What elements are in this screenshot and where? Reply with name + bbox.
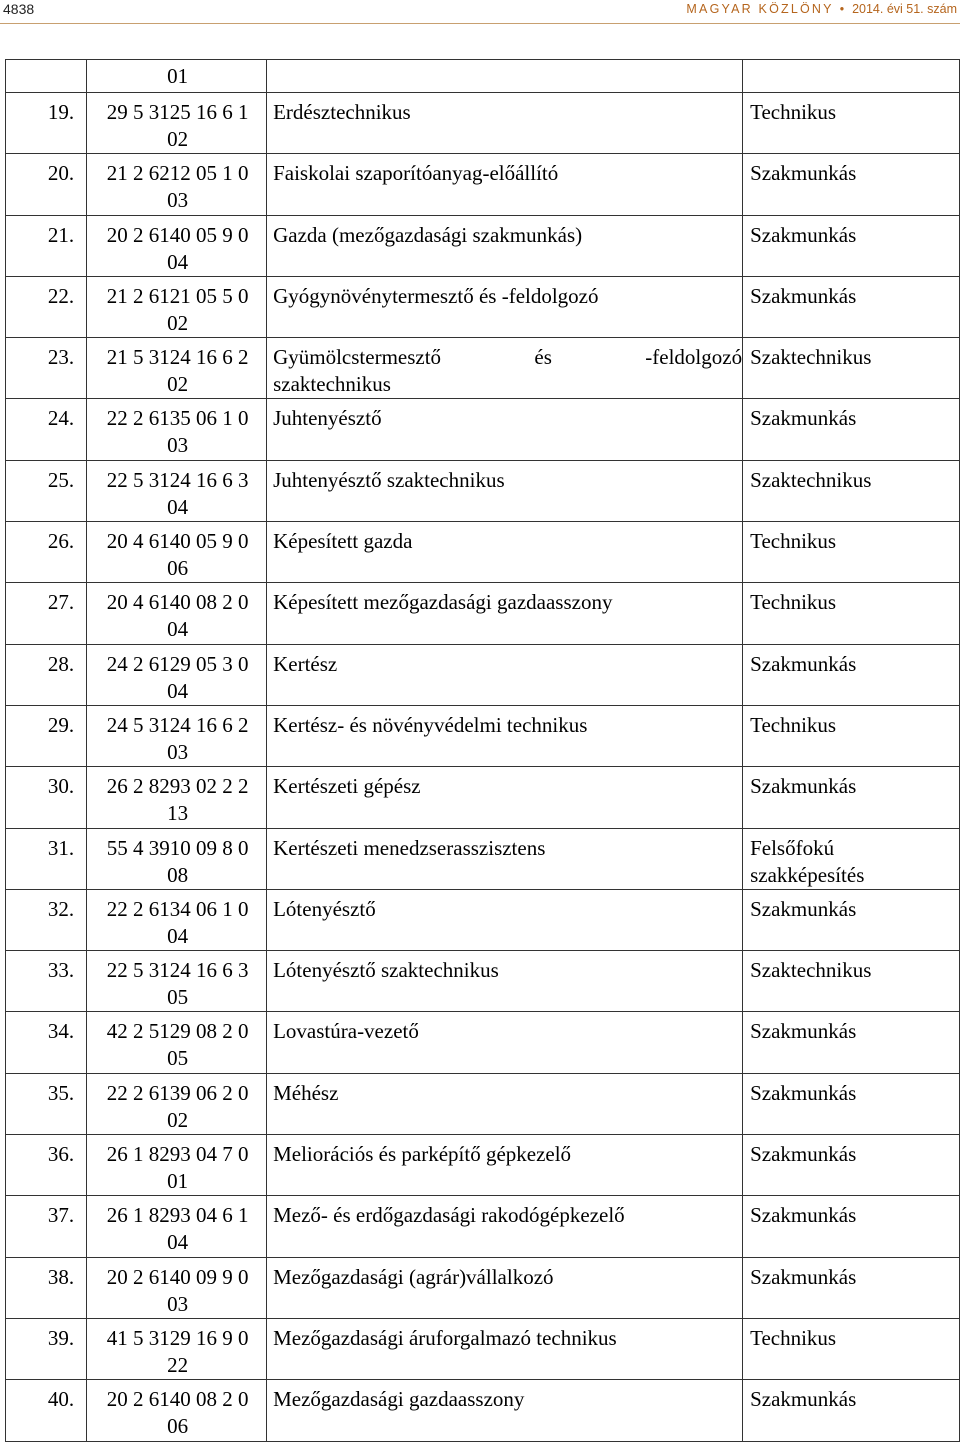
code-continuation: 04 xyxy=(167,617,189,642)
code-cell xyxy=(87,889,267,950)
qualification-code: 26 1 8293 04 6 1 xyxy=(106,1203,249,1228)
code-cell xyxy=(87,338,267,399)
qualification-name-cont: szaktechnikus xyxy=(273,372,391,397)
qualification-name: Kertész xyxy=(273,651,338,676)
qualification-code: 21 5 3124 16 6 2 xyxy=(106,345,249,370)
journal-title: MAGYAR KÖZLÖNY xyxy=(686,2,834,16)
code-continuation: 22 xyxy=(167,1352,189,1377)
qualification-code: 21 2 6212 05 1 0 xyxy=(106,161,249,186)
code-continuation: 01 xyxy=(167,64,189,88)
code-cell xyxy=(87,1380,267,1441)
code-continuation: 04 xyxy=(167,678,189,703)
qualification-code: 20 2 6140 05 9 0 xyxy=(106,222,249,247)
name-cell xyxy=(267,1380,743,1441)
qualification-name: Gazda (mezőgazdasági szakmunkás) xyxy=(273,222,583,247)
code-continuation: 03 xyxy=(167,739,189,764)
name-cell xyxy=(267,1196,743,1257)
qualification-name: Mezőgazdasági áruforgalmazó technikus xyxy=(273,1325,617,1350)
code-continuation: 06 xyxy=(167,556,189,581)
qualification-type: Szaktechnikus xyxy=(750,958,872,983)
qualification-code: 55 4 3910 09 8 0 xyxy=(106,835,249,860)
row-number: 19. xyxy=(6,93,87,154)
header-rule xyxy=(0,23,960,24)
code-continuation: 06 xyxy=(167,1414,189,1439)
code-cell xyxy=(87,1257,267,1318)
qualification-name: Faiskolai szaporítóanyag-előállító xyxy=(273,161,559,186)
qualification-name: Mező- és erdőgazdasági rakodógépkezelő xyxy=(273,1203,625,1228)
row-number: 37. xyxy=(6,1196,87,1257)
code-continuation: 03 xyxy=(167,1291,189,1316)
name-cell xyxy=(267,1135,743,1196)
table-row xyxy=(6,889,960,950)
name-cell xyxy=(267,1318,743,1379)
table-row xyxy=(6,1257,960,1318)
qualification-code: 20 4 6140 05 9 0 xyxy=(106,529,249,554)
name-cell xyxy=(267,828,743,889)
table-row xyxy=(6,705,960,766)
code-continuation: 02 xyxy=(167,310,189,335)
code-continuation: 03 xyxy=(167,188,189,213)
code-continuation: 13 xyxy=(167,801,189,826)
page-number: 4838 xyxy=(3,1,35,17)
name-cell xyxy=(267,276,743,337)
type-cell xyxy=(743,1318,960,1379)
code-cell xyxy=(87,154,267,215)
name-cell xyxy=(267,399,743,460)
name-cell xyxy=(267,522,743,583)
code-continuation: 01 xyxy=(167,1169,189,1194)
qualification-type: Szaktechnikus xyxy=(750,467,872,492)
qualification-code: 22 2 6135 06 1 0 xyxy=(106,406,249,431)
table-row xyxy=(6,522,960,583)
code-cell xyxy=(87,1196,267,1257)
row-number: 20. xyxy=(6,154,87,215)
qualification-code: 22 2 6134 06 1 0 xyxy=(106,896,249,921)
qualification-name: Kertész- és növényvédelmi technikus xyxy=(273,712,588,737)
table-row xyxy=(6,1380,960,1441)
type-cell xyxy=(743,460,960,521)
qualification-type: Felsőfokú xyxy=(750,835,835,860)
row-number: 29. xyxy=(6,705,87,766)
qualification-code: 41 5 3129 16 9 0 xyxy=(106,1325,249,1350)
row-number: 40. xyxy=(6,1380,87,1441)
name-cell xyxy=(267,215,743,276)
name-cell xyxy=(267,644,743,705)
qualification-name: Mezőgazdasági gazdaasszony xyxy=(273,1387,525,1412)
type-cell xyxy=(743,828,960,889)
type-cell xyxy=(743,522,960,583)
type-cell xyxy=(743,154,960,215)
type-cell xyxy=(743,951,960,1012)
code-cell xyxy=(87,93,267,154)
qualification-name: Juhtenyésztő xyxy=(273,406,382,431)
qualification-code: 22 5 3124 16 6 3 xyxy=(106,467,249,492)
qualification-code: 22 2 6139 06 2 0 xyxy=(106,1080,249,1105)
table-row xyxy=(6,1196,960,1257)
code-continuation: 08 xyxy=(167,862,189,887)
code-cell xyxy=(87,644,267,705)
name-word: és xyxy=(534,345,552,370)
row-number: 32. xyxy=(6,889,87,950)
name-cell xyxy=(267,951,743,1012)
name-cell xyxy=(267,460,743,521)
qualification-type: Szakmunkás xyxy=(750,774,857,799)
table-row xyxy=(6,767,960,828)
table-row xyxy=(6,583,960,644)
row-number: 26. xyxy=(6,522,87,583)
code-cell xyxy=(87,951,267,1012)
type-cell xyxy=(743,767,960,828)
name-cell xyxy=(267,767,743,828)
table-row xyxy=(6,276,960,337)
code-cell xyxy=(87,1012,267,1073)
type-cell xyxy=(743,644,960,705)
qualification-name: Erdésztechnikus xyxy=(273,100,411,124)
table-row xyxy=(6,93,960,154)
row-number: 36. xyxy=(6,1135,87,1196)
qualification-type: Szakmunkás xyxy=(750,1264,857,1289)
qualification-type: Szakmunkás xyxy=(750,1142,857,1167)
row-number: 21. xyxy=(6,215,87,276)
row-number: 22. xyxy=(6,276,87,337)
code-continuation: 05 xyxy=(167,985,189,1010)
qualification-type: Szakmunkás xyxy=(750,283,857,308)
name-cell xyxy=(267,583,743,644)
type-cell xyxy=(743,705,960,766)
row-number: 34. xyxy=(6,1012,87,1073)
qualification-code: 26 2 8293 02 2 2 xyxy=(106,774,249,799)
code-cell xyxy=(87,1135,267,1196)
name-cell xyxy=(267,889,743,950)
qualification-name: Méhész xyxy=(273,1080,339,1105)
code-cell xyxy=(87,276,267,337)
code-cell xyxy=(87,583,267,644)
row-number: 24. xyxy=(6,399,87,460)
qualification-type: Szakmunkás xyxy=(750,1387,857,1412)
qualification-name: Mezőgazdasági (agrár)vállalkozó xyxy=(273,1264,554,1289)
type-cell xyxy=(743,276,960,337)
table-row xyxy=(6,399,960,460)
name-cell xyxy=(267,338,743,399)
table-row xyxy=(6,1012,960,1073)
row-number: 38. xyxy=(6,1257,87,1318)
type-cell xyxy=(743,583,960,644)
name-cell xyxy=(267,93,743,154)
qualification-code: 42 2 5129 08 2 0 xyxy=(106,1019,249,1044)
qualification-name: Képesített mezőgazdasági gazdaasszony xyxy=(273,590,613,615)
qualification-name: Juhtenyésztő szaktechnikus xyxy=(273,467,505,492)
type-cell xyxy=(743,1196,960,1257)
qualification-name: Gyógynövénytermesztő és -feldolgozó xyxy=(273,283,599,308)
qualification-type: Technikus xyxy=(750,590,837,615)
qualification-name: Kertészeti menedzserasszisztens xyxy=(273,835,546,860)
code-cell xyxy=(87,522,267,583)
qualification-code: 26 1 8293 04 7 0 xyxy=(106,1142,249,1167)
table-row xyxy=(6,215,960,276)
qualification-code: 29 5 3125 16 6 1 xyxy=(106,100,249,124)
code-cell xyxy=(87,460,267,521)
code-cell xyxy=(87,399,267,460)
code-continuation: 03 xyxy=(167,433,189,458)
table-row xyxy=(6,154,960,215)
name-cell xyxy=(267,1012,743,1073)
journal-title-line xyxy=(686,2,957,16)
qualification-type: Szakmunkás xyxy=(750,651,857,676)
type-cell xyxy=(743,1073,960,1134)
row-number: 28. xyxy=(6,644,87,705)
type-cell xyxy=(743,1012,960,1073)
code-continuation: 05 xyxy=(167,1046,189,1071)
code-cell xyxy=(87,767,267,828)
code-continuation: 04 xyxy=(167,494,189,519)
code-cell xyxy=(87,215,267,276)
qualification-code: 20 2 6140 09 9 0 xyxy=(106,1264,249,1289)
code-continuation: 04 xyxy=(167,249,189,274)
qualification-type-cont: szakképesítés xyxy=(750,862,865,887)
name-justified xyxy=(273,344,742,371)
row-number: 35. xyxy=(6,1073,87,1134)
name-word: Gyümölcstermesztő xyxy=(273,345,442,370)
table-row xyxy=(6,1318,960,1379)
type-cell xyxy=(743,1380,960,1441)
table-row xyxy=(6,644,960,705)
code-continuation: 02 xyxy=(167,372,189,397)
qualification-code: 24 2 6129 05 3 0 xyxy=(106,651,249,676)
qualification-code: 22 5 3124 16 6 3 xyxy=(106,958,249,983)
code-continuation: 02 xyxy=(167,127,189,151)
type-cell xyxy=(743,399,960,460)
table-row xyxy=(6,338,960,399)
row-number: 23. xyxy=(6,338,87,399)
table-row xyxy=(6,1135,960,1196)
qualification-type: Szakmunkás xyxy=(750,222,857,247)
qualification-name: Lovastúra-vezető xyxy=(273,1019,419,1044)
code-cell xyxy=(87,60,267,93)
table-row xyxy=(6,1073,960,1134)
table-row-top xyxy=(6,60,960,93)
type-cell xyxy=(743,215,960,276)
qualification-code: 24 5 3124 16 6 2 xyxy=(106,712,249,737)
row-number: 33. xyxy=(6,951,87,1012)
table-row xyxy=(6,460,960,521)
type-cell xyxy=(743,1135,960,1196)
qualification-type: Technikus xyxy=(750,712,837,737)
qualification-code: 21 2 6121 05 5 0 xyxy=(106,283,249,308)
row-number: 25. xyxy=(6,460,87,521)
row-number: 30. xyxy=(6,767,87,828)
name-cell xyxy=(267,705,743,766)
type-cell xyxy=(743,338,960,399)
row-number: 31. xyxy=(6,828,87,889)
qualification-code: 20 2 6140 08 2 0 xyxy=(106,1387,249,1412)
qualification-type: Szakmunkás xyxy=(750,161,857,186)
qualifications-table xyxy=(5,59,960,1442)
number-cell xyxy=(6,60,87,93)
qualification-type: Szakmunkás xyxy=(750,1080,857,1105)
qualification-name: Kertészeti gépész xyxy=(273,774,421,799)
qualification-type: Technikus xyxy=(750,1325,837,1350)
name-cell xyxy=(267,154,743,215)
code-cell xyxy=(87,1318,267,1379)
table-row xyxy=(6,951,960,1012)
code-cell xyxy=(87,1073,267,1134)
type-cell xyxy=(743,1257,960,1318)
qualification-name: Meliorációs és parképítő gépkezelő xyxy=(273,1142,572,1167)
name-cell xyxy=(267,1257,743,1318)
type-cell xyxy=(743,93,960,154)
qualification-name: Lótenyésztő xyxy=(273,896,376,921)
table-row xyxy=(6,828,960,889)
code-continuation: 04 xyxy=(167,1230,189,1255)
qualification-type: Szakmunkás xyxy=(750,1019,857,1044)
name-cell xyxy=(267,1073,743,1134)
type-cell xyxy=(743,889,960,950)
code-cell xyxy=(87,705,267,766)
qualification-name: Képesített gazda xyxy=(273,529,413,554)
code-continuation: 04 xyxy=(167,923,189,948)
qualification-type: Szakmunkás xyxy=(750,896,857,921)
qualification-type: Technikus xyxy=(750,100,837,124)
qualification-type: Szakmunkás xyxy=(750,406,857,431)
code-continuation: 02 xyxy=(167,1107,189,1132)
title-separator: • xyxy=(839,2,845,16)
qualification-type: Szaktechnikus xyxy=(750,345,872,370)
issue-label: 2014. évi 51. szám xyxy=(852,2,957,16)
qualification-type: Szakmunkás xyxy=(750,1203,857,1228)
qualification-code: 20 4 6140 08 2 0 xyxy=(106,590,249,615)
name-word: -feldolgozó xyxy=(645,345,743,370)
qualification-type: Technikus xyxy=(750,529,837,554)
qualification-name: Lótenyésztő szaktechnikus xyxy=(273,958,499,983)
name-cell xyxy=(267,60,743,93)
row-number: 27. xyxy=(6,583,87,644)
row-number: 39. xyxy=(6,1318,87,1379)
page-header xyxy=(0,0,960,24)
type-cell xyxy=(743,60,960,93)
code-cell xyxy=(87,828,267,889)
